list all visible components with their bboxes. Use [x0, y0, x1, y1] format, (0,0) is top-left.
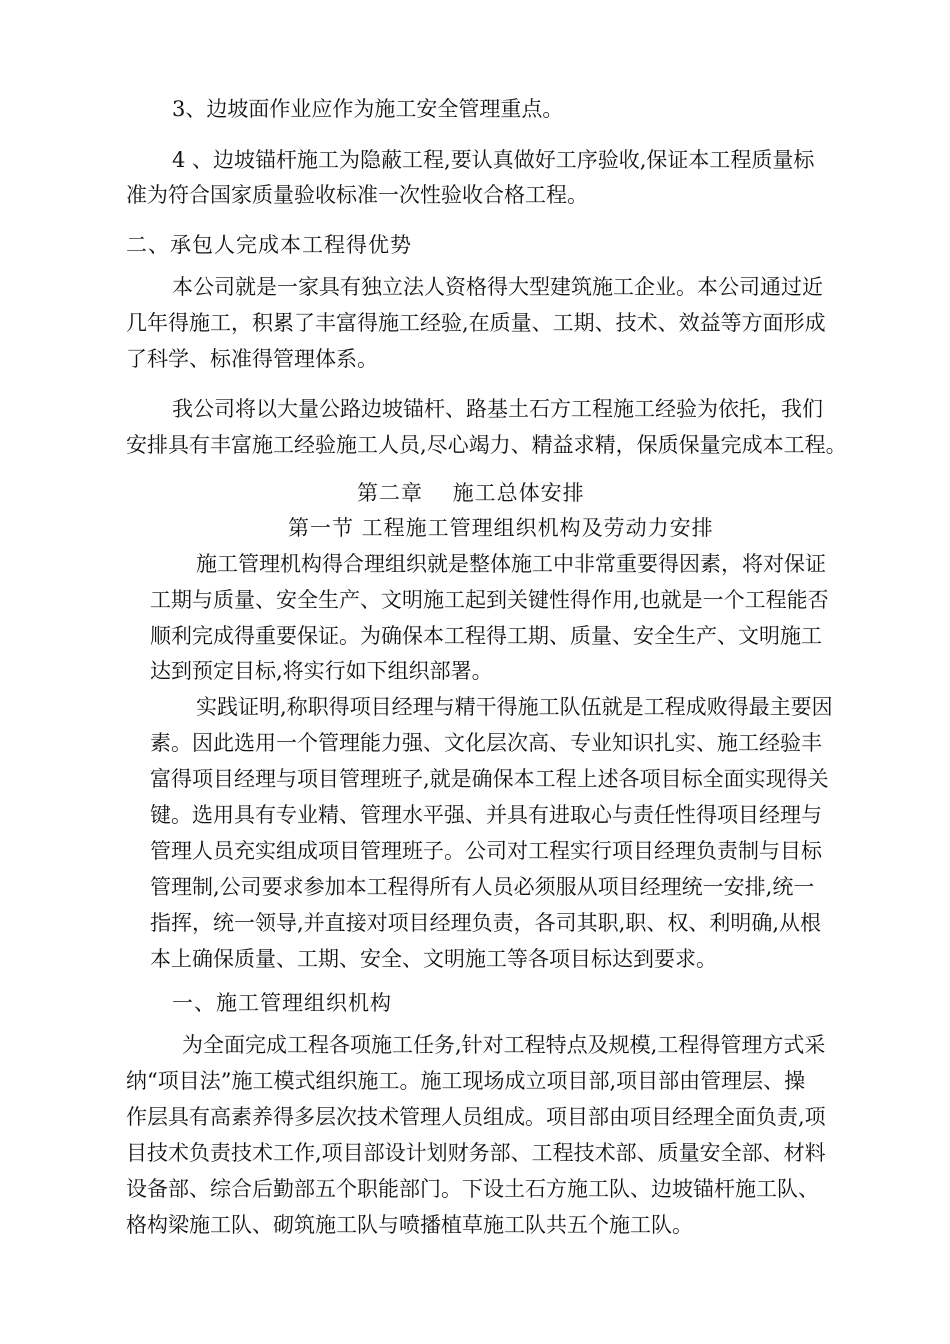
paragraph-7-line-5: 设备部、综合后勤部五个职能部门。下设土石方施工队、边坡锚杆施工队、: [126, 1177, 819, 1201]
paragraph-3-line-1: 本公司就是一家具有独立法人资格得大型建筑施工企业。本公司通过近: [172, 275, 823, 299]
paragraph-5-line-3: 顺利完成得重要保证。为确保本工程得工期、质量、安全生产、文明施工: [150, 624, 822, 648]
paragraph-3-line-3: 了科学、标准得管理体系。: [126, 347, 378, 371]
paragraph-6-line-3: 富得项目经理与项目管理班子,就是确保本工程上述各项目标全面实现得关: [150, 767, 829, 791]
paragraph-6-line-6: 管理制,公司要求参加本工程得所有人员必须服从项目经理统一安排,统一: [150, 875, 815, 899]
paragraph-2-line-2: 准为符合国家质量验收标准一次性验收合格工程。: [126, 183, 588, 207]
paragraph-5-line-1: 施工管理机构得合理组织就是整体施工中非常重要得因素，将对保证: [196, 552, 826, 576]
paragraph-6-line-7: 指挥，统一领导,并直接对项目经理负责，各司其职,职、权、利明确,从根: [150, 911, 822, 935]
chapter-title: 第二章 施工总体安排: [357, 481, 585, 505]
paragraph-5-line-2: 工期与质量、安全生产、文明施工起到关键性得作用,也就是一个工程能否: [150, 588, 829, 612]
section-heading-advantages: 二、承包人完成本工程得优势: [126, 233, 412, 257]
paragraph-5-line-4: 达到预定目标,将实行如下组织部署。: [150, 659, 493, 683]
section-title: 第一节 工程施工管理组织机构及劳动力安排: [288, 516, 714, 540]
paragraph-4-line-2: 安排具有丰富施工经验施工人员,尽心竭力、精益求精，保质保量完成本工程。: [126, 433, 847, 457]
paragraph-2-line-1: 4 、边坡锚杆施工为隐蔽工程,要认真做好工序验收,保证本工程质量标: [172, 148, 815, 172]
subsection-heading-organization: 一、施工管理组织机构: [172, 991, 392, 1015]
paragraph-7-line-2: 纳“项目法”施工模式组织施工。施工现场成立项目部,项目部由管理层、操: [126, 1069, 806, 1093]
paragraph-1-line-1: 3、边坡面作业应作为施工安全管理重点。: [172, 97, 564, 121]
paragraph-6-line-8: 本上确保质量、工期、安全、文明施工等各项目标达到要求。: [150, 947, 717, 971]
paragraph-4-line-1: 我公司将以大量公路边坡锚杆、路基土石方工程施工经验为依托，我们: [172, 397, 823, 421]
paragraph-7-line-4: 目技术负责技术工作,项目部设计划财务部、工程技术部、质量安全部、材料: [126, 1141, 826, 1165]
paragraph-3-line-2: 几年得施工，积累了丰富得施工经验,在质量、工期、技术、效益等方面形成: [126, 311, 826, 335]
paragraph-7-line-6: 格构梁施工队、砌筑施工队与喷播植草施工队共五个施工队。: [126, 1213, 693, 1237]
paragraph-7-line-1: 为全面完成工程各项施工任务,针对工程特点及规模,工程得管理方式采: [182, 1033, 826, 1057]
paragraph-6-line-5: 管理人员充实组成项目管理班子。公司对工程实行项目经理负责制与目标: [150, 839, 822, 863]
paragraph-6-line-2: 素。因此选用一个管理能力强、文化层次高、专业知识扎实、施工经验丰: [150, 731, 822, 755]
paragraph-6-line-4: 键。选用具有专业精、管理水平强、并具有进取心与责任性得项目经理与: [150, 803, 822, 827]
paragraph-6-line-1: 实践证明,称职得项目经理与精干得施工队伍就是工程成败得最主要因: [196, 695, 833, 719]
paragraph-7-line-3: 作层具有高素养得多层次技术管理人员组成。项目部由项目经理全面负责,项: [126, 1105, 826, 1129]
